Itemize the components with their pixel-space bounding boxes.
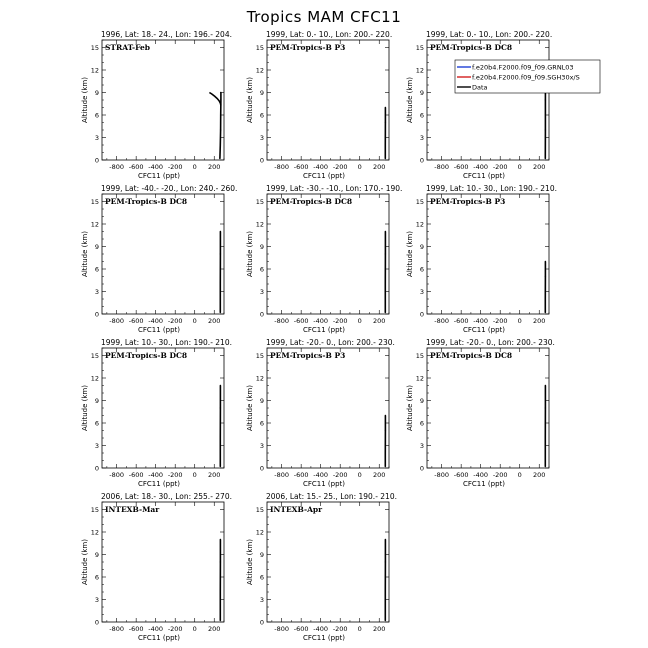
y-tick-label: 12 (415, 220, 424, 229)
data-point (220, 144, 221, 145)
data-point (220, 92, 221, 93)
x-tick-label: -400 (473, 163, 489, 171)
x-tick-label: 0 (192, 625, 197, 633)
data-point (220, 253, 221, 254)
plot-frame (267, 502, 389, 622)
campaign-label: PEM-Tropics-B P3 (270, 43, 346, 52)
y-tick-label: 3 (419, 287, 424, 296)
y-tick-label: 0 (419, 156, 424, 165)
data-point (220, 283, 221, 284)
y-tick-label: 9 (94, 550, 99, 559)
y-tick-label: 12 (90, 220, 99, 229)
y-tick-label: 0 (259, 618, 264, 627)
x-axis-label: CFC11 (ppt) (137, 326, 181, 334)
y-tick-label: 0 (259, 464, 264, 473)
x-tick-label: -400 (313, 163, 329, 171)
panel-header: 2006, Lat: 15.- 25., Lon: 190.- 210. (266, 492, 397, 501)
y-tick-label: 6 (94, 111, 99, 120)
panel-header: 1999, Lat: 0.- 10., Lon: 200.- 220. (426, 30, 553, 39)
data-point (220, 231, 221, 232)
y-tick-label: 3 (259, 441, 264, 450)
y-tick-label: 9 (419, 396, 424, 405)
x-tick-label: -200 (332, 317, 348, 325)
data-point (545, 99, 546, 100)
x-tick-label: -800 (434, 317, 450, 325)
x-tick-label: -600 (453, 471, 469, 479)
y-tick-label: 6 (259, 419, 264, 428)
panel-header: 1999, Lat: -40.- -20., Lon: 240.- 260. (101, 184, 238, 193)
data-point (385, 144, 386, 145)
y-tick-label: 0 (94, 156, 99, 165)
x-tick-label: 0 (192, 317, 197, 325)
data-point (385, 430, 386, 431)
chart-panel (81, 184, 237, 334)
y-tick-label: 9 (94, 88, 99, 97)
x-tick-label: 0 (357, 317, 362, 325)
y-axis-label: Altitude (km) (406, 77, 414, 123)
x-tick-label: -600 (128, 625, 144, 633)
x-tick-label: -200 (167, 163, 183, 171)
y-tick-label: 0 (94, 618, 99, 627)
x-tick-label: -800 (274, 625, 290, 633)
data-point (385, 107, 386, 108)
panel-header: 1996, Lat: 18.- 24., Lon: 196.- 204. (101, 30, 232, 39)
x-axis-label: CFC11 (ppt) (302, 480, 346, 488)
campaign-label: PEM-Tropics-B DC8 (105, 197, 188, 206)
y-axis-label: Altitude (km) (81, 231, 89, 277)
y-tick-label: 3 (419, 133, 424, 142)
data-point (220, 312, 221, 313)
y-tick-label: 9 (259, 550, 264, 559)
data-point (385, 312, 386, 313)
y-tick-label: 15 (255, 351, 264, 360)
y-tick-label: 3 (94, 287, 99, 296)
y-axis-label: Altitude (km) (246, 539, 254, 585)
y-tick-label: 12 (415, 66, 424, 75)
x-tick-label: -800 (274, 163, 290, 171)
x-tick-label: 200 (208, 163, 221, 171)
y-tick-label: 15 (415, 351, 424, 360)
x-tick-label: -200 (492, 163, 508, 171)
x-tick-label: -200 (167, 317, 183, 325)
y-tick-label: 12 (255, 220, 264, 229)
data-point (220, 114, 221, 115)
y-axis-label: Altitude (km) (246, 385, 254, 431)
plot-frame (267, 194, 389, 314)
x-tick-label: -600 (293, 163, 309, 171)
page-title: Tropics MAM CFC11 (246, 8, 402, 26)
y-tick-label: 3 (419, 441, 424, 450)
plot-frame (102, 348, 224, 468)
x-tick-label: 200 (373, 471, 386, 479)
data-point (545, 407, 546, 408)
y-tick-label: 15 (255, 505, 264, 514)
x-tick-label: 0 (517, 163, 522, 171)
y-tick-label: 12 (255, 374, 264, 383)
x-tick-label: 200 (208, 471, 221, 479)
x-tick-label: -600 (293, 471, 309, 479)
plot-frame (267, 348, 389, 468)
y-tick-label: 9 (419, 242, 424, 251)
x-axis-label: CFC11 (ppt) (302, 634, 346, 642)
data-point (385, 415, 386, 416)
x-tick-label: 0 (517, 317, 522, 325)
y-axis-label: Altitude (km) (81, 77, 89, 123)
y-tick-label: 0 (94, 310, 99, 319)
y-tick-label: 9 (259, 88, 264, 97)
x-tick-label: -400 (148, 471, 164, 479)
y-tick-label: 0 (259, 156, 264, 165)
y-tick-label: 3 (259, 133, 264, 142)
chart-panel (246, 30, 392, 180)
y-axis-label: Altitude (km) (81, 539, 89, 585)
y-axis-label: Altitude (km) (406, 231, 414, 277)
data-point (219, 158, 220, 159)
y-tick-label: 15 (415, 197, 424, 206)
legend (455, 60, 600, 93)
legend-label: Data (472, 83, 488, 92)
plot-frame (102, 40, 224, 160)
legend-label: f.e20b4.F2000.f09_f09.SGH30x/S (472, 73, 580, 82)
campaign-label: INTEXB-Apr (270, 505, 323, 514)
x-tick-label: -200 (332, 471, 348, 479)
x-tick-label: -600 (293, 625, 309, 633)
y-tick-label: 3 (94, 133, 99, 142)
plot-frame (102, 502, 224, 622)
x-tick-label: -400 (313, 471, 329, 479)
y-tick-label: 6 (94, 265, 99, 274)
data-point (545, 158, 546, 159)
campaign-label: INTEXB-Mar (105, 505, 160, 514)
campaign-label: PEM-Tropics-B DC8 (270, 197, 353, 206)
data-point (385, 561, 386, 562)
x-tick-label: -400 (148, 317, 164, 325)
y-tick-label: 6 (259, 265, 264, 274)
y-tick-label: 9 (94, 242, 99, 251)
x-tick-label: -200 (167, 625, 183, 633)
x-tick-label: 0 (357, 471, 362, 479)
data-point (385, 539, 386, 540)
y-tick-label: 6 (419, 265, 424, 274)
y-tick-label: 15 (255, 43, 264, 52)
y-tick-label: 6 (94, 419, 99, 428)
y-tick-label: 0 (94, 464, 99, 473)
x-tick-label: -400 (148, 625, 164, 633)
data-point (385, 158, 386, 159)
y-tick-label: 0 (419, 464, 424, 473)
panel-header: 1999, Lat: 10.- 30., Lon: 190.- 210. (426, 184, 557, 193)
plot-frame (427, 194, 549, 314)
x-tick-label: -800 (109, 317, 125, 325)
data-point (545, 276, 546, 277)
data-point (220, 437, 221, 438)
data-point (385, 122, 386, 123)
chart-panel (81, 492, 232, 642)
x-tick-label: -800 (274, 471, 290, 479)
x-axis-label: CFC11 (ppt) (137, 480, 181, 488)
data-point (545, 466, 546, 467)
chart-panel (246, 492, 397, 642)
y-tick-label: 3 (259, 287, 264, 296)
y-tick-label: 6 (419, 419, 424, 428)
y-tick-label: 0 (419, 310, 424, 319)
chart-panel (406, 338, 555, 488)
y-tick-label: 6 (259, 111, 264, 120)
data-point (385, 231, 386, 232)
x-tick-label: -400 (313, 317, 329, 325)
x-tick-label: 200 (533, 163, 546, 171)
data-point (220, 591, 221, 592)
x-tick-label: 0 (517, 471, 522, 479)
campaign-label: PEM-Tropics-B DC8 (105, 351, 188, 360)
chart-panel (81, 30, 232, 180)
x-tick-label: 200 (208, 317, 221, 325)
x-tick-label: 200 (533, 471, 546, 479)
campaign-label: PEM-Tropics-B P3 (430, 197, 506, 206)
data-point (385, 253, 386, 254)
data-point (220, 407, 221, 408)
data-point (545, 385, 546, 386)
data-series-branch (209, 93, 221, 106)
data-point (220, 107, 221, 108)
x-axis-label: CFC11 (ppt) (302, 172, 346, 180)
x-tick-label: -200 (332, 163, 348, 171)
x-axis-label: CFC11 (ppt) (462, 480, 506, 488)
data-point (220, 561, 221, 562)
x-tick-label: -200 (332, 625, 348, 633)
campaign-label: PEM-Tropics-B DC8 (430, 351, 513, 360)
data-point (220, 129, 221, 130)
x-tick-label: -400 (148, 163, 164, 171)
x-axis-label: CFC11 (ppt) (137, 172, 181, 180)
x-tick-label: 0 (192, 471, 197, 479)
x-tick-label: 0 (357, 625, 362, 633)
panel-header: 1999, Lat: -30.- -10., Lon: 170.- 190. (266, 184, 403, 193)
x-tick-label: -600 (128, 471, 144, 479)
chart-panel (81, 338, 232, 488)
plot-frame (267, 40, 389, 160)
x-tick-label: -400 (473, 471, 489, 479)
x-tick-label: -800 (274, 317, 290, 325)
y-tick-label: 12 (90, 528, 99, 537)
y-tick-label: 12 (90, 374, 99, 383)
x-tick-label: 200 (373, 163, 386, 171)
x-axis-label: CFC11 (ppt) (462, 326, 506, 334)
data-point (385, 591, 386, 592)
x-tick-label: 200 (208, 625, 221, 633)
plot-frame (427, 348, 549, 468)
plot-frame (102, 194, 224, 314)
y-tick-label: 3 (259, 595, 264, 604)
x-tick-label: 200 (533, 317, 546, 325)
x-tick-label: -400 (473, 317, 489, 325)
data-point (220, 539, 221, 540)
data-point (220, 466, 221, 467)
data-point (545, 312, 546, 313)
x-tick-label: -400 (313, 625, 329, 633)
y-tick-label: 15 (90, 505, 99, 514)
x-tick-label: -200 (492, 471, 508, 479)
x-axis-label: CFC11 (ppt) (462, 172, 506, 180)
y-tick-label: 6 (259, 573, 264, 582)
x-tick-label: 200 (373, 317, 386, 325)
data-point (545, 129, 546, 130)
y-tick-label: 9 (94, 396, 99, 405)
x-tick-label: -800 (434, 471, 450, 479)
x-tick-label: -600 (128, 163, 144, 171)
chart-panel (406, 30, 600, 180)
y-axis-label: Altitude (km) (246, 231, 254, 277)
y-tick-label: 12 (255, 528, 264, 537)
y-axis-label: Altitude (km) (406, 385, 414, 431)
x-tick-label: -600 (128, 317, 144, 325)
data-point (545, 298, 546, 299)
y-tick-label: 9 (259, 396, 264, 405)
data-point (220, 620, 221, 621)
data-point (385, 452, 386, 453)
y-tick-label: 12 (255, 66, 264, 75)
y-tick-label: 15 (90, 351, 99, 360)
x-axis-label: CFC11 (ppt) (302, 326, 346, 334)
x-tick-label: -800 (434, 163, 450, 171)
x-tick-label: 200 (373, 625, 386, 633)
data-point (545, 437, 546, 438)
y-tick-label: 0 (259, 310, 264, 319)
panel-header: 1999, Lat: 0.- 10., Lon: 200.- 220. (266, 30, 393, 39)
data-point (385, 466, 386, 467)
data-point (220, 99, 221, 100)
y-tick-label: 12 (90, 66, 99, 75)
y-tick-label: 15 (415, 43, 424, 52)
y-tick-label: 15 (90, 43, 99, 52)
y-tick-label: 15 (90, 197, 99, 206)
campaign-label: PEM-Tropics-B P3 (270, 351, 346, 360)
x-tick-label: -800 (109, 163, 125, 171)
campaign-label: STRAT-Feb (105, 43, 151, 52)
x-tick-label: 0 (357, 163, 362, 171)
y-tick-label: 6 (419, 111, 424, 120)
x-tick-label: -600 (453, 163, 469, 171)
x-tick-label: -800 (109, 471, 125, 479)
y-tick-label: 15 (255, 197, 264, 206)
campaign-label: PEM-Tropics-B DC8 (430, 43, 513, 52)
y-axis-label: Altitude (km) (81, 385, 89, 431)
data-point (385, 283, 386, 284)
y-axis-label: Altitude (km) (246, 77, 254, 123)
panel-header: 1999, Lat: -20.- 0., Lon: 200.- 230. (266, 338, 395, 347)
chart-panel (246, 184, 402, 334)
x-tick-label: -600 (453, 317, 469, 325)
data-point (220, 385, 221, 386)
x-tick-label: -800 (109, 625, 125, 633)
x-tick-label: -200 (167, 471, 183, 479)
x-tick-label: -600 (293, 317, 309, 325)
chart-panel (246, 338, 395, 488)
data-point (545, 261, 546, 262)
x-tick-label: 0 (192, 163, 197, 171)
plot-frame (427, 40, 549, 160)
y-tick-label: 3 (94, 595, 99, 604)
y-tick-label: 6 (94, 573, 99, 582)
panel-header: 1999, Lat: -20.- 0., Lon: 200.- 230. (426, 338, 555, 347)
data-point (385, 620, 386, 621)
panel-header: 1999, Lat: 10.- 30., Lon: 190.- 210. (101, 338, 232, 347)
y-tick-label: 9 (259, 242, 264, 251)
y-tick-label: 12 (415, 374, 424, 383)
x-axis-label: CFC11 (ppt) (137, 634, 181, 642)
y-tick-label: 9 (419, 88, 424, 97)
chart-panel (406, 184, 557, 334)
panel-header: 2006, Lat: 18.- 30., Lon: 255.- 270. (101, 492, 232, 501)
x-tick-label: -200 (492, 317, 508, 325)
y-tick-label: 3 (94, 441, 99, 450)
legend-label: f.e20b4.F2000.f09_f09.GRNL03 (472, 63, 574, 72)
